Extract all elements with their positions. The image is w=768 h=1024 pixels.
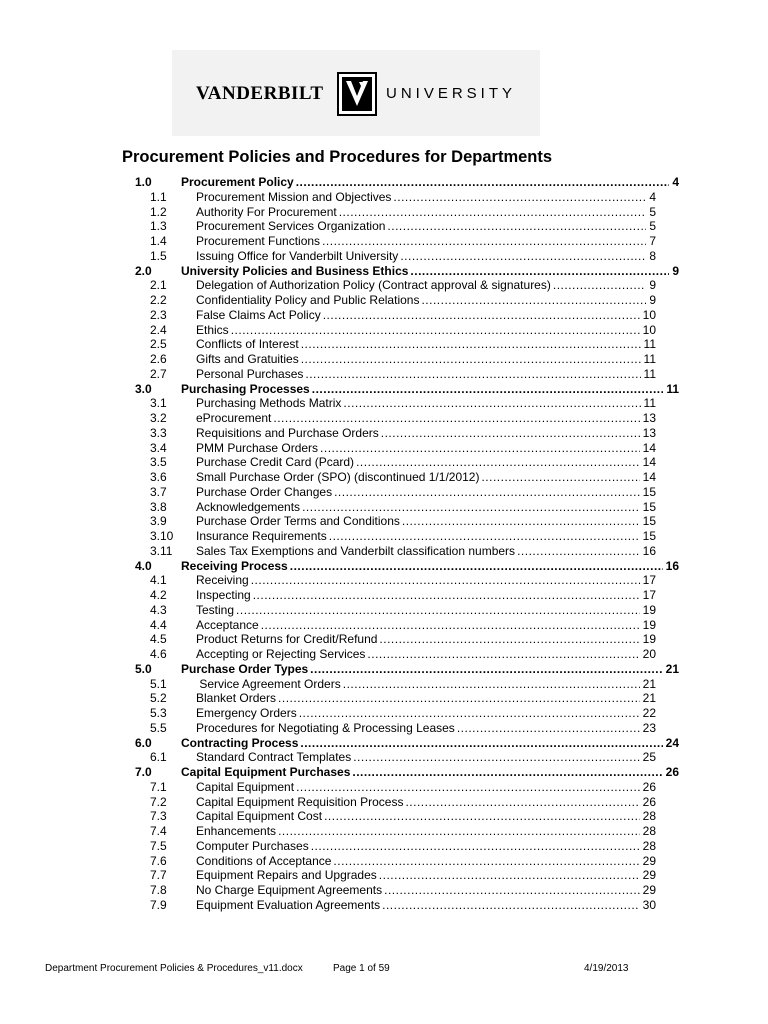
- toc-dot-leader: [352, 765, 662, 780]
- toc-label[interactable]: eProcurement: [196, 411, 272, 425]
- toc-page-number: 14: [642, 440, 656, 455]
- toc-dot-leader: [261, 618, 640, 633]
- toc-dot-leader: [334, 485, 640, 500]
- toc-page-number: 26: [665, 765, 679, 779]
- toc-number: 3.6: [150, 470, 167, 484]
- toc-number: 1.3: [150, 219, 167, 234]
- toc-section-row[interactable]: [0, 765, 768, 780]
- toc-label[interactable]: No Charge Equipment Agreements: [196, 883, 383, 897]
- toc-label[interactable]: Conflicts of Interest: [196, 337, 299, 352]
- toc-dot-leader: [457, 721, 640, 736]
- toc-entry-row[interactable]: [0, 234, 768, 249]
- toc-number: 3.5: [150, 455, 167, 470]
- toc-entry-row[interactable]: [0, 249, 768, 264]
- toc-dot-leader: [311, 839, 640, 854]
- toc-entry-row[interactable]: [0, 824, 768, 839]
- toc-number: 3.7: [150, 484, 167, 499]
- toc-entry-row[interactable]: [0, 868, 768, 883]
- toc-label[interactable]: Receiving Process: [181, 558, 288, 573]
- toc-number: 3.3: [150, 425, 167, 440]
- toc-dot-leader: [382, 898, 640, 913]
- toc-number: 3.0: [135, 381, 152, 396]
- toc-entry-row[interactable]: [0, 205, 768, 220]
- toc-dot-leader: [339, 205, 647, 220]
- toc-entry-row[interactable]: [0, 337, 768, 352]
- toc-page-number: 30: [642, 897, 656, 912]
- toc-dot-leader: [353, 750, 639, 765]
- toc-dot-leader: [387, 219, 646, 234]
- toc-page-number: 10: [642, 322, 656, 337]
- toc-number: 2.1: [150, 278, 167, 293]
- toc-number: 3.11: [150, 543, 173, 558]
- toc-dot-leader: [343, 396, 640, 411]
- toc-entry-row[interactable]: [0, 219, 768, 234]
- toc-dot-leader: [253, 588, 640, 603]
- toc-dot-leader: [400, 249, 646, 264]
- toc-entry-row[interactable]: [0, 809, 768, 824]
- toc-entry-row[interactable]: [0, 396, 768, 411]
- toc-number: 7.2: [150, 794, 167, 809]
- toc-page-number: 9: [649, 293, 656, 307]
- toc-number: 2.6: [150, 352, 167, 366]
- toc-page-number: 11: [643, 352, 656, 366]
- toc-page-number: 22: [642, 706, 656, 720]
- toc-dot-leader: [301, 337, 641, 352]
- toc-dot-leader: [379, 632, 639, 647]
- toc-entry-row[interactable]: [0, 677, 768, 692]
- toc-number: 5.2: [150, 691, 167, 706]
- toc-section-row[interactable]: [0, 559, 768, 574]
- toc-entry-row[interactable]: [0, 514, 768, 529]
- toc-entry-row[interactable]: [0, 500, 768, 515]
- toc-label[interactable]: Procurement Mission and Objectives: [196, 189, 392, 204]
- toc-dot-leader: [517, 544, 640, 559]
- toc-number: 5.0: [135, 661, 152, 676]
- toc-dot-leader: [322, 234, 646, 249]
- vanderbilt-logo: [172, 66, 540, 122]
- toc-dot-leader: [324, 809, 640, 824]
- toc-entry-row[interactable]: [0, 190, 768, 205]
- toc-page-number: 4: [672, 175, 679, 189]
- toc-number: 3.8: [150, 499, 167, 514]
- toc-label[interactable]: Purchase Credit Card (Pcard): [196, 455, 355, 470]
- toc-page-number: 29: [642, 853, 656, 868]
- toc-page-number: 15: [642, 484, 656, 499]
- toc-dot-leader: [381, 426, 640, 441]
- toc-dot-leader: [410, 264, 669, 279]
- toc-entry-row[interactable]: [0, 750, 768, 765]
- toc-page-number: 11: [666, 381, 679, 396]
- toc-label[interactable]: Requisitions and Purchase Orders: [196, 425, 379, 440]
- toc-number: 1.0: [135, 175, 152, 189]
- toc-entry-row[interactable]: [0, 308, 768, 323]
- toc-entry-row[interactable]: [0, 780, 768, 795]
- toc-label[interactable]: Contracting Process: [181, 735, 299, 750]
- toc-page-number: 23: [642, 720, 656, 735]
- toc-page-number: 17: [642, 588, 656, 602]
- toc-entry-row[interactable]: [0, 721, 768, 736]
- toc-number: 2.5: [150, 337, 167, 352]
- toc-label[interactable]: PMM Purchase Orders: [196, 440, 319, 455]
- toc-page-number: 11: [643, 337, 656, 352]
- toc-dot-leader: [300, 736, 662, 751]
- toc-dot-leader: [323, 308, 640, 323]
- toc-page-number: 13: [642, 425, 656, 440]
- toc-page-number: 15: [642, 499, 656, 514]
- toc-label[interactable]: Personal Purchases: [196, 366, 304, 381]
- toc-number: 4.5: [150, 632, 167, 647]
- toc-entry-row[interactable]: [0, 618, 768, 633]
- toc-entry-row[interactable]: [0, 367, 768, 382]
- toc-label[interactable]: Confidentiality Policy and Public Relations: [196, 293, 420, 307]
- toc-entry-row[interactable]: [0, 573, 768, 588]
- toc-page-number: 28: [642, 824, 656, 838]
- toc-dot-leader: [320, 441, 640, 456]
- toc-label[interactable]: Computer Purchases: [196, 838, 309, 853]
- toc-page-number: 24: [665, 735, 679, 750]
- toc-page-number: 21: [642, 691, 656, 706]
- toc-dot-leader: [356, 455, 640, 470]
- toc-entry-row[interactable]: [0, 883, 768, 898]
- toc-number: 1.5: [150, 248, 167, 263]
- toc-label[interactable]: Purchasing Methods Matrix: [196, 396, 342, 411]
- toc-page-number: 29: [642, 868, 656, 883]
- toc-label[interactable]: Acceptance: [196, 617, 259, 632]
- toc-number: 2.3: [150, 307, 167, 322]
- toc-dot-leader: [553, 278, 646, 293]
- toc-entry-row[interactable]: [0, 470, 768, 485]
- toc-entry-row[interactable]: [0, 426, 768, 441]
- toc-page-number: 25: [642, 750, 656, 765]
- toc-label[interactable]: Capital Equipment Purchases: [181, 765, 351, 779]
- toc-page-number: 26: [642, 779, 656, 794]
- toc-entry-row[interactable]: [0, 485, 768, 500]
- toc-page-number: 19: [642, 602, 656, 617]
- toc-dot-leader: [236, 603, 640, 618]
- toc-label[interactable]: Authority For Procurement: [196, 204, 337, 219]
- toc-dot-leader: [290, 559, 663, 574]
- toc-dot-leader: [273, 411, 639, 426]
- logo-wordmark-left: VANDERBILT: [196, 83, 324, 104]
- toc-page-number: 5: [649, 204, 656, 219]
- toc-label[interactable]: Small Purchase Order (SPO) (discontinued 1/1/2012): [196, 470, 480, 484]
- toc-number: 4.1: [150, 573, 167, 588]
- document-title: Procurement Policies and Procedures for Departments: [122, 148, 553, 166]
- toc-label[interactable]: Procurement Policy: [181, 175, 294, 189]
- toc-number: 3.9: [150, 514, 167, 529]
- toc-page-number: 21: [665, 661, 679, 676]
- toc-label[interactable]: Procurement Services Organization: [196, 219, 386, 234]
- footer-filename: Department Procurement Policies & Procedures_v11.docx: [45, 963, 303, 974]
- toc-number: 3.4: [150, 440, 167, 455]
- toc-dot-leader: [367, 647, 639, 662]
- toc-page-number: 9: [649, 278, 656, 293]
- toc-dot-leader: [302, 500, 640, 515]
- toc-number: 2.7: [150, 366, 167, 381]
- toc-page-number: 16: [642, 543, 656, 558]
- toc-entry-row[interactable]: [0, 854, 768, 869]
- toc-label[interactable]: Equipment Evaluation Agreements: [196, 897, 381, 912]
- toc-label[interactable]: Inspecting: [196, 588, 251, 602]
- toc-page-number: 7: [649, 234, 656, 248]
- toc-number: 4.4: [150, 617, 167, 632]
- footer-page-number: Page 1 of 59: [333, 963, 390, 974]
- toc-entry-row[interactable]: [0, 529, 768, 544]
- toc-entry-row[interactable]: [0, 795, 768, 810]
- toc-page-number: 11: [643, 396, 656, 411]
- toc-number: 7.5: [150, 838, 167, 853]
- toc-page-number: 21: [642, 676, 656, 691]
- toc-number: 7.7: [150, 868, 167, 883]
- toc-number: 3.2: [150, 411, 167, 425]
- table-of-contents: [0, 175, 768, 913]
- toc-label[interactable]: Acknowledgements: [196, 499, 301, 514]
- toc-dot-leader: [421, 293, 646, 308]
- toc-page-number: 10: [642, 307, 656, 322]
- toc-page-number: 4: [649, 189, 656, 204]
- toc-number: 7.1: [150, 779, 167, 794]
- toc-label[interactable]: Conditions of Acceptance: [196, 853, 332, 868]
- toc-entry-row[interactable]: [0, 441, 768, 456]
- toc-entry-row[interactable]: [0, 411, 768, 426]
- toc-number: 1.1: [150, 189, 167, 204]
- toc-page-number: 11: [643, 366, 656, 381]
- toc-label[interactable]: Accepting or Rejecting Services: [196, 647, 366, 661]
- toc-entry-row[interactable]: [0, 323, 768, 338]
- toc-page-number: 9: [672, 263, 679, 278]
- toc-dot-leader: [299, 706, 640, 721]
- toc-entry-row[interactable]: [0, 293, 768, 308]
- toc-page-number: 17: [642, 573, 656, 588]
- footer-date: 4/19/2013: [584, 963, 629, 974]
- toc-dot-leader: [278, 824, 640, 839]
- toc-dot-leader: [310, 662, 662, 677]
- toc-label[interactable]: Capital Equipment: [196, 779, 295, 794]
- toc-label[interactable]: Emergency Orders: [196, 706, 297, 720]
- toc-entry-row[interactable]: [0, 898, 768, 913]
- toc-label[interactable]: Testing: [196, 602, 235, 617]
- toc-entry-row[interactable]: [0, 588, 768, 603]
- toc-number: 7.0: [135, 765, 152, 779]
- toc-dot-leader: [278, 691, 640, 706]
- toc-dot-leader: [379, 868, 640, 883]
- toc-page-number: 14: [642, 470, 656, 484]
- toc-entry-row[interactable]: [0, 691, 768, 706]
- toc-page-number: 14: [642, 455, 656, 470]
- toc-dot-leader: [329, 529, 640, 544]
- toc-entry-row[interactable]: [0, 352, 768, 367]
- toc-entry-row[interactable]: [0, 603, 768, 618]
- toc-section-row[interactable]: [0, 736, 768, 751]
- toc-dot-leader: [481, 470, 639, 485]
- toc-number: 2.2: [150, 293, 167, 307]
- toc-number: 2.4: [150, 322, 167, 337]
- toc-label[interactable]: Product Returns for Credit/Refund: [196, 632, 378, 647]
- toc-number: 5.1: [150, 676, 167, 691]
- toc-label[interactable]: Delegation of Authorization Policy (Contract approval & signatures): [196, 278, 551, 293]
- toc-page-number: 5: [649, 219, 656, 234]
- vu-shield-icon: [337, 72, 377, 116]
- toc-number: 4.6: [150, 647, 167, 661]
- toc-dot-leader: [251, 573, 640, 588]
- toc-page-number: 29: [642, 883, 656, 897]
- toc-label[interactable]: Purchase Order Terms and Conditions: [196, 514, 400, 529]
- toc-label[interactable]: Standard Contract Templates: [196, 750, 352, 765]
- toc-number: 7.6: [150, 853, 167, 868]
- toc-label[interactable]: False Claims Act Policy: [196, 307, 321, 322]
- toc-number: 6.1: [150, 750, 167, 765]
- toc-dot-leader: [301, 352, 641, 367]
- toc-label[interactable]: Capital Equipment Requisition Process: [196, 794, 404, 809]
- toc-dot-leader: [343, 677, 640, 692]
- toc-number: 1.4: [150, 234, 167, 248]
- toc-number: 4.3: [150, 602, 167, 617]
- toc-page-number: 19: [642, 617, 656, 632]
- toc-dot-leader: [231, 323, 640, 338]
- toc-entry-row[interactable]: [0, 278, 768, 293]
- toc-dot-leader: [296, 175, 670, 190]
- toc-entry-row[interactable]: [0, 632, 768, 647]
- toc-dot-leader: [296, 780, 640, 795]
- toc-number: 5.3: [150, 706, 167, 720]
- toc-dot-leader: [333, 854, 639, 869]
- toc-label[interactable]: University Policies and Business Ethics: [181, 263, 409, 278]
- toc-entry-row[interactable]: [0, 544, 768, 559]
- toc-dot-leader: [393, 190, 646, 205]
- toc-number: 7.8: [150, 883, 167, 897]
- toc-label[interactable]: Service Agreement Orders: [196, 676, 341, 691]
- logo-wordmark-right: UNIVERSITY: [386, 85, 517, 102]
- toc-label[interactable]: Procedures for Negotiating & Processing Leases: [196, 720, 455, 735]
- toc-label[interactable]: Issuing Office for Vanderbilt University: [196, 248, 399, 263]
- toc-number: 1.2: [150, 204, 167, 219]
- toc-entry-row[interactable]: [0, 706, 768, 721]
- toc-label[interactable]: Procurement Functions: [196, 234, 321, 248]
- toc-number: 6.0: [135, 735, 152, 750]
- toc-label[interactable]: Purchase Order Changes: [196, 484, 333, 499]
- toc-label[interactable]: Sales Tax Exemptions and Vanderbilt classification numbers: [196, 543, 516, 558]
- toc-number: 7.9: [150, 897, 167, 912]
- toc-label[interactable]: Receiving: [196, 573, 249, 588]
- toc-number: 7.4: [150, 824, 167, 838]
- toc-dot-leader: [312, 382, 664, 397]
- toc-label[interactable]: Blanket Orders: [196, 691, 277, 706]
- toc-dot-leader: [384, 883, 640, 898]
- toc-label[interactable]: Gifts and Gratuities: [196, 352, 299, 366]
- toc-dot-leader: [405, 795, 639, 810]
- toc-number: 3.1: [150, 396, 167, 411]
- toc-label[interactable]: Equipment Repairs and Upgrades: [196, 868, 377, 883]
- toc-page-number: 28: [642, 809, 656, 824]
- toc-label[interactable]: Enhancements: [196, 824, 277, 838]
- toc-page-number: 8: [649, 248, 656, 263]
- toc-section-row[interactable]: [0, 662, 768, 677]
- toc-number: 2.0: [135, 263, 152, 278]
- toc-page-number: 15: [642, 529, 656, 543]
- toc-dot-leader: [402, 514, 640, 529]
- toc-page-number: 15: [642, 514, 656, 529]
- toc-page-number: 13: [642, 411, 656, 425]
- toc-section-row[interactable]: [0, 264, 768, 279]
- toc-label[interactable]: Purchasing Processes: [181, 381, 310, 396]
- toc-section-row[interactable]: [0, 382, 768, 397]
- toc-entry-row[interactable]: [0, 455, 768, 470]
- toc-page-number: 19: [642, 632, 656, 647]
- toc-page-number: 20: [642, 647, 656, 661]
- toc-number: 4.2: [150, 588, 167, 602]
- toc-number: 5.5: [150, 720, 167, 735]
- toc-label[interactable]: Purchase Order Types: [181, 661, 309, 676]
- toc-entry-row[interactable]: [0, 647, 768, 662]
- toc-label[interactable]: Ethics: [196, 322, 229, 337]
- toc-number: 3.10: [150, 529, 174, 543]
- toc-label[interactable]: Capital Equipment Cost: [196, 809, 323, 824]
- toc-dot-leader: [305, 367, 640, 382]
- toc-number: 4.0: [135, 558, 152, 573]
- toc-number: 7.3: [150, 809, 167, 824]
- toc-page-number: 28: [642, 838, 656, 853]
- toc-page-number: 26: [642, 794, 656, 809]
- toc-entry-row[interactable]: [0, 839, 768, 854]
- toc-label[interactable]: Insurance Requirements: [196, 529, 327, 543]
- toc-page-number: 16: [665, 558, 679, 573]
- toc-section-row[interactable]: [0, 175, 768, 190]
